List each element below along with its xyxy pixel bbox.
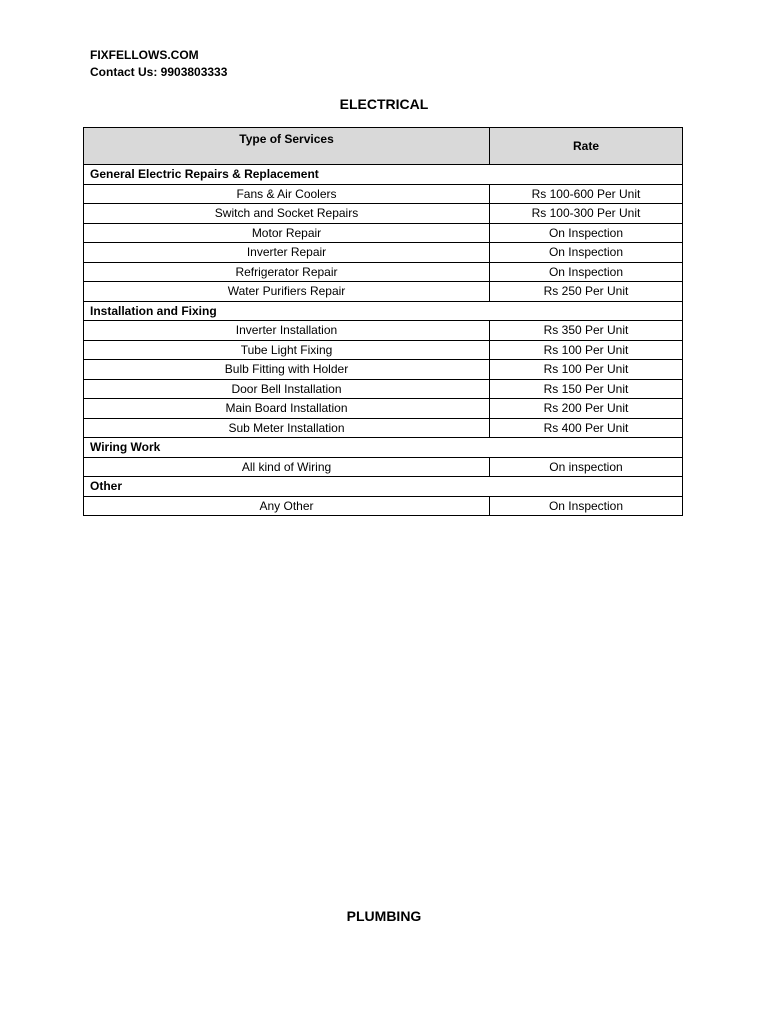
category-row (84, 165, 683, 185)
rate-cell: On Inspection (490, 496, 683, 516)
service-cell: Tube Light Fixing (84, 340, 490, 360)
service-cell: Sub Meter Installation (84, 418, 490, 438)
table-row (84, 223, 683, 243)
table-header-row (84, 128, 683, 165)
rate-cell: On inspection (490, 457, 683, 477)
rate-cell: On Inspection (490, 262, 683, 282)
table-body (84, 165, 683, 516)
service-cell: Door Bell Installation (84, 379, 490, 399)
table-row (84, 379, 683, 399)
service-cell: Water Purifiers Repair (84, 282, 490, 302)
table-row (84, 262, 683, 282)
table-row (84, 360, 683, 380)
service-cell: Any Other (84, 496, 490, 516)
rate-cell: Rs 100-600 Per Unit (490, 184, 683, 204)
rate-cell: Rs 350 Per Unit (490, 321, 683, 341)
header-type-of-services: Type of Services (84, 128, 490, 165)
table-row (84, 340, 683, 360)
service-cell: Fans & Air Coolers (84, 184, 490, 204)
table-row (84, 496, 683, 516)
rate-cell: Rs 250 Per Unit (490, 282, 683, 302)
service-cell: Switch and Socket Repairs (84, 204, 490, 224)
header-rate: Rate (490, 128, 683, 165)
table-row (84, 243, 683, 263)
site-name: FIXFELLOWS.COM (90, 48, 199, 62)
table-row (84, 418, 683, 438)
service-cell: Motor Repair (84, 223, 490, 243)
table-row (84, 184, 683, 204)
section-title-electrical: ELECTRICAL (339, 96, 429, 112)
rate-cell: Rs 150 Per Unit (490, 379, 683, 399)
category-label: Wiring Work (84, 438, 683, 458)
category-row (84, 301, 683, 321)
rate-cell: On Inspection (490, 243, 683, 263)
service-cell: All kind of Wiring (84, 457, 490, 477)
category-label: Other (84, 477, 683, 497)
service-cell: Inverter Repair (84, 243, 490, 263)
services-rate-table (83, 127, 683, 516)
category-row (84, 438, 683, 458)
service-cell: Inverter Installation (84, 321, 490, 341)
table-row (84, 321, 683, 341)
service-cell: Bulb Fitting with Holder (84, 360, 490, 380)
category-label: General Electric Repairs & Replacement (84, 165, 683, 185)
table-row (84, 457, 683, 477)
contact-info: Contact Us: 9903803333 (90, 65, 228, 79)
table-row (84, 204, 683, 224)
rate-cell: On Inspection (490, 223, 683, 243)
category-label: Installation and Fixing (84, 301, 683, 321)
table-row (84, 399, 683, 419)
header-block (90, 47, 227, 81)
table-row (84, 282, 683, 302)
rate-cell: Rs 400 Per Unit (490, 418, 683, 438)
section-title-plumbing: PLUMBING (346, 908, 422, 924)
rate-cell: Rs 100 Per Unit (490, 360, 683, 380)
rate-cell: Rs 100-300 Per Unit (490, 204, 683, 224)
service-cell: Main Board Installation (84, 399, 490, 419)
rate-cell: Rs 200 Per Unit (490, 399, 683, 419)
service-cell: Refrigerator Repair (84, 262, 490, 282)
rate-cell: Rs 100 Per Unit (490, 340, 683, 360)
category-row (84, 477, 683, 497)
